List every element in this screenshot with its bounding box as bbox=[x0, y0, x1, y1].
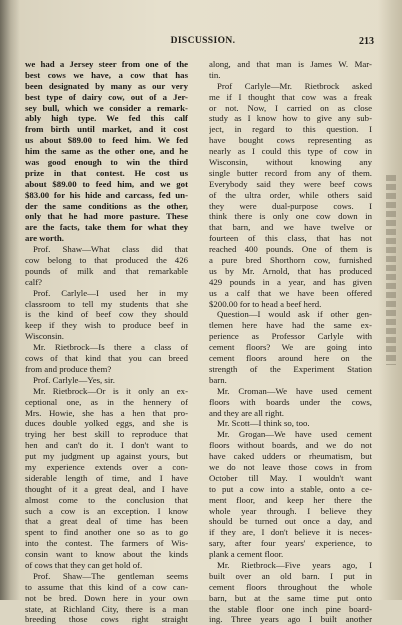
text-line: is the kind of beef cow they should bbox=[25, 309, 188, 320]
text-line: to put a cow into a stable, onto a ce- bbox=[209, 483, 372, 494]
text-line: Everybody said they were beef cows bbox=[209, 178, 372, 189]
text-line: Wisconsin. bbox=[25, 331, 64, 342]
text-line: spent to find another one so as to go bbox=[25, 527, 188, 538]
text-line: $83.00 for his hide and carcass, fed un- bbox=[25, 189, 188, 200]
text-line: Mr. Rietbrock—Is there a class of bbox=[33, 342, 188, 353]
text-line: cows of that kind that you can breed bbox=[25, 353, 188, 364]
text-line: almost come to the conclusion that bbox=[25, 494, 188, 505]
text-line: from birth until market, and it cost bbox=[25, 124, 188, 135]
text-line: have bought cows representing as bbox=[209, 135, 372, 146]
text-line: Prof. Carlyle—Yes, sir. bbox=[33, 374, 115, 385]
text-line: that barn, and we have twelve or bbox=[209, 222, 372, 233]
text-line: tin. bbox=[209, 69, 221, 80]
text-line: have caked udders or rheumatism, but bbox=[209, 451, 372, 462]
text-line: a pure bred Shorthorn cow, furnished bbox=[209, 255, 372, 266]
text-line: ment floor, and keep her there the bbox=[209, 494, 372, 505]
text-line: October till May. I wouldn't want bbox=[209, 472, 372, 483]
text-line: us by Mr. Arnold, that has produced bbox=[209, 265, 372, 276]
text-line: built over an old barn. I put in bbox=[209, 570, 372, 581]
text-line: floors without boards, and we do not bbox=[209, 440, 372, 451]
text-line: strength of the Experiment Station bbox=[209, 363, 372, 374]
text-line: ceptional one, as in the hennery of bbox=[25, 396, 188, 407]
text-line: if they are, I don't believe it is neces- bbox=[209, 527, 372, 538]
text-line: Prof Carlyle—Mr. Rietbrock asked bbox=[217, 80, 372, 91]
text-line: hen and can't do it. I don't want to bbox=[25, 440, 188, 451]
text-line: Mrs. Howie, she has a hen that pro- bbox=[25, 407, 188, 418]
text-line: perience as Professor Carlyle with bbox=[209, 331, 372, 342]
text-line: us a calf that we have been offered bbox=[209, 287, 372, 298]
text-line: cement floors around here on the bbox=[209, 353, 372, 364]
text-line: classroom to tell my students that she bbox=[25, 298, 188, 309]
text-line: Mr. Grogan—We have used cement bbox=[217, 429, 372, 440]
text-line: whole year through. I believe they bbox=[209, 505, 372, 516]
text-line: Question—I would ask if other gen- bbox=[217, 309, 372, 320]
text-line: reached 400 pounds. One of them is bbox=[209, 244, 372, 255]
text-line: prize in that contest. He cost us bbox=[25, 167, 188, 178]
text-line: such a cow is an exception. I know bbox=[25, 505, 188, 516]
text-line: into the contest. The farmers of Wis- bbox=[25, 538, 188, 549]
text-line: ject, in regard to this question. I bbox=[209, 124, 372, 135]
text-line: and they are all right. bbox=[209, 407, 284, 418]
text-line: that a great deal of time has been bbox=[25, 516, 188, 527]
text-line: to assume that this kind of a cow can- bbox=[25, 581, 188, 592]
text-line: barn. bbox=[209, 374, 227, 385]
text-line: the stable floor one inch pine board- bbox=[209, 603, 372, 614]
text-line: plank a cement floor. bbox=[209, 549, 284, 560]
text-line: put my judgment up against yours, but bbox=[25, 451, 188, 462]
text-line: not be bred. Down here in your own bbox=[25, 592, 188, 603]
text-line: been designated by many as our very bbox=[25, 80, 188, 91]
text-line: siderable length of time, and I have bbox=[25, 472, 188, 483]
text-line: der the same conditions as the other, bbox=[25, 200, 188, 211]
text-line: of cows that they can get hold of. bbox=[25, 559, 143, 570]
text-line: are the facts, take them for what they bbox=[25, 222, 188, 233]
text-line: are worth. bbox=[25, 233, 64, 244]
text-line: we do not leave those cows in from bbox=[209, 461, 372, 472]
text-line: Mr. Rietbrock—Five years ago, I bbox=[217, 559, 372, 570]
text-line: think there is only one cow down in bbox=[209, 211, 372, 222]
text-line: about $89.00 to feed him, and we got bbox=[25, 178, 188, 189]
text-line: Prof. Shaw—The gentleman seems bbox=[33, 570, 188, 581]
text-line: him the same as the other one, and he bbox=[25, 146, 188, 157]
text-line: breeding those cows right straight bbox=[25, 614, 188, 625]
text-line: only that he had more pasture. These bbox=[25, 211, 188, 222]
text-line: single butter record from any of them. bbox=[209, 167, 372, 178]
text-line: cement floors throughout the whole bbox=[209, 581, 372, 592]
text-line: duces double yolked eggs, and she is bbox=[25, 418, 188, 429]
text-line: Prof. Carlyle—I used her in my bbox=[33, 287, 188, 298]
text-line: calf? bbox=[25, 276, 43, 287]
left-text-column bbox=[25, 59, 188, 625]
text-line: should be turned out once a day, and bbox=[209, 516, 372, 527]
text-line: ing. Three years ago I built another bbox=[209, 614, 372, 625]
text-line: consin want to know about the kinds bbox=[25, 549, 188, 560]
text-line: tlemen here have had the same ex- bbox=[209, 320, 372, 331]
page-header bbox=[0, 36, 402, 50]
right-text-column bbox=[209, 59, 372, 625]
margin-handwriting-mark bbox=[386, 175, 396, 365]
text-line: study as I know how to give any sub- bbox=[209, 113, 372, 124]
text-line: sey bull, which we consider a remark- bbox=[25, 102, 188, 113]
text-line: 429 pounds in a year, and has given bbox=[209, 276, 372, 287]
text-line: they were dual-purpose cows. I bbox=[209, 200, 372, 211]
text-line: best cows we have, a cow that has bbox=[25, 69, 188, 80]
text-line: sary, after four years' experience, to bbox=[209, 538, 372, 549]
page-number: 213 bbox=[359, 36, 374, 47]
text-line: $200.00 for to head a beef herd. bbox=[209, 298, 322, 309]
text-line: barn, but at the same time put onto bbox=[209, 592, 372, 603]
text-line: Prof. Shaw—What class did that bbox=[33, 244, 188, 255]
page-gutter-shadow bbox=[0, 0, 20, 600]
text-line: Wisconsin, without knowing any bbox=[209, 157, 372, 168]
text-line: cement floors? We are going into bbox=[209, 342, 372, 353]
text-line: my experience extends over a con- bbox=[25, 461, 188, 472]
text-line: floors with boards under the cows, bbox=[209, 396, 372, 407]
text-line: along, and that man is James W. Mar- bbox=[209, 59, 372, 69]
text-line: ably high type. We fed this calf bbox=[25, 113, 188, 124]
text-line: us about $89.00 to feed him. We fed bbox=[25, 135, 188, 146]
text-line: best type of dairy cow, out of a Jer- bbox=[25, 91, 188, 102]
text-line: nearly as I could this type of cow in bbox=[209, 146, 372, 157]
text-line: or not. Now, I carried on as close bbox=[209, 102, 372, 113]
text-line: me if I thought that cow was a freak bbox=[209, 91, 372, 102]
text-line: of the ultra order, while others said bbox=[209, 189, 372, 200]
text-line: from and produce them? bbox=[25, 363, 112, 374]
text-line: Mr. Rietbrock—Or is it only an ex- bbox=[33, 385, 188, 396]
text-line: was good enough to win the third bbox=[25, 157, 188, 168]
text-line: state, at Richland City, there is a man bbox=[25, 603, 188, 614]
text-line: pounds of milk and that remarkable bbox=[25, 265, 188, 276]
text-line: fourteen of this class, that has not bbox=[209, 233, 372, 244]
text-line: Mr. Scott—I think so, too. bbox=[217, 418, 310, 429]
text-line: Mr. Croman—We have used cement bbox=[217, 385, 372, 396]
running-head: DISCUSSION. bbox=[170, 36, 236, 46]
text-line: cow belong to that produced the 426 bbox=[25, 255, 188, 266]
text-line: we had a Jersey steer from one of the bbox=[25, 59, 188, 69]
text-line: keep if they wish to produce beef in bbox=[25, 320, 188, 331]
text-line: thought of it a great deal, and I have bbox=[25, 483, 188, 494]
text-line: trying her best skill to reproduce that bbox=[25, 429, 188, 440]
